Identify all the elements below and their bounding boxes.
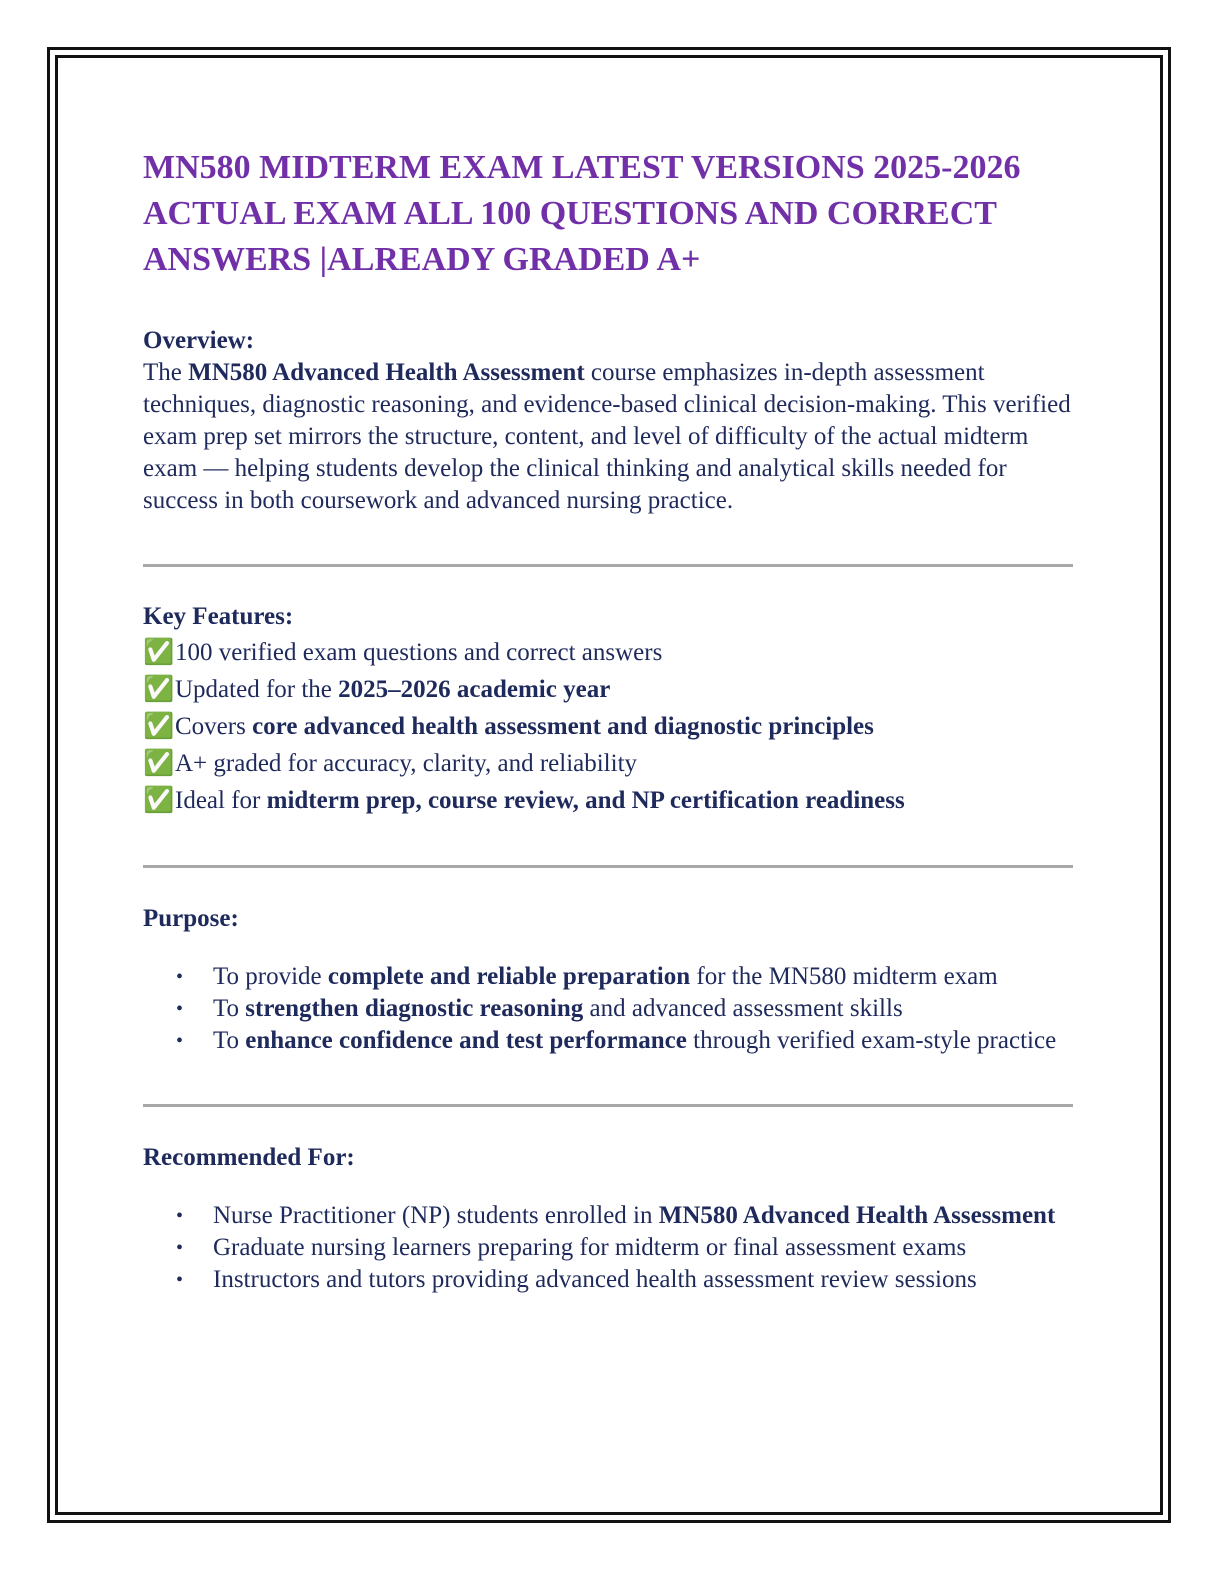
bullet-icon: • [176,1030,184,1052]
bullet-icon: • [176,1269,184,1291]
bullet-icon: • [176,998,184,1020]
item-text-end: through verified exam-style practice [686,1027,1057,1054]
feature-item [143,708,1073,745]
overview-text [143,357,1073,517]
feature-text: A+ graded for accuracy, clarity, and reliability [175,750,638,777]
item-text: Graduate nursing learners preparing for midterm or final assessment exams [213,1234,967,1261]
checkmark-icon: ✅ [143,750,175,777]
list-item [143,1025,1073,1057]
checkmark-icon: ✅ [143,676,175,703]
feature-bold: midterm prep, course review, and NP certification readiness [266,787,905,814]
list-item [143,1232,1073,1264]
purpose-list [143,961,1073,1057]
feature-text: Ideal for [175,787,267,814]
feature-text: Updated for the [175,676,339,703]
overview-heading: Overview: [143,327,255,354]
item-bold: MN580 Advanced Health Assessment [658,1202,1056,1229]
feature-item [143,634,1073,671]
bullet-icon: • [176,966,184,988]
item-text: To [213,1027,246,1054]
checkmark-icon: ✅ [143,787,175,814]
overview-course-name: MN580 Advanced Health Assessment [188,359,585,386]
key-features-heading: Key Features: [143,603,294,630]
checkmark-icon: ✅ [143,713,175,740]
list-item [143,1200,1073,1232]
feature-bold: core advanced health assessment and diagnostic principles [252,713,874,740]
feature-bold: 2025–2026 academic year [338,676,611,703]
item-bold: enhance confidence and test performance [245,1027,687,1054]
item-text: Instructors and tutors providing advanced health assessment review sessions [213,1266,977,1293]
key-features-list [143,634,1073,819]
item-bold: strengthen diagnostic reasoning [245,995,584,1022]
list-item [143,1264,1073,1296]
feature-item [143,782,1073,819]
feature-item [143,745,1073,782]
item-text: Nurse Practitioner (NP) students enrolled in [213,1202,659,1229]
list-item [143,993,1073,1025]
recommended-list [143,1200,1073,1296]
list-item [143,961,1073,993]
recommended-heading: Recommended For: [143,1144,355,1171]
document-title: MN580 MIDTERM EXAM LATEST VERSIONS 2025-2026 ACTUAL EXAM ALL 100 QUESTIONS AND CORRECT ANSWERS |ALREADY GRADED A+ [143,149,1021,278]
checkmark-icon: ✅ [143,639,175,666]
overview-text-start: The [143,359,189,386]
bullet-icon: • [176,1237,184,1259]
document-content [143,145,1073,1296]
purpose-heading: Purpose: [143,905,239,932]
item-text-end: and advanced assessment skills [583,995,903,1022]
item-text: To provide [213,963,328,990]
feature-text: Covers [175,713,253,740]
item-text: To [213,995,246,1022]
bullet-icon: • [176,1205,184,1227]
overview-text-rest: course emphasizes in-depth assessment techniques, diagnostic reasoning, and evidence-based clinical decision-making. This verified exam prep set mirrors the structure, content, and level of difficulty of the actual midterm exam — helping students develop the clinical thinking and analytical skills needed for success in both coursework and advanced nursing practice. [143,359,1071,514]
item-bold: complete and reliable preparation [327,963,691,990]
feature-item [143,671,1073,708]
feature-text: 100 verified exam questions and correct answers [175,639,663,666]
item-text-end: for the MN580 midterm exam [690,963,998,990]
